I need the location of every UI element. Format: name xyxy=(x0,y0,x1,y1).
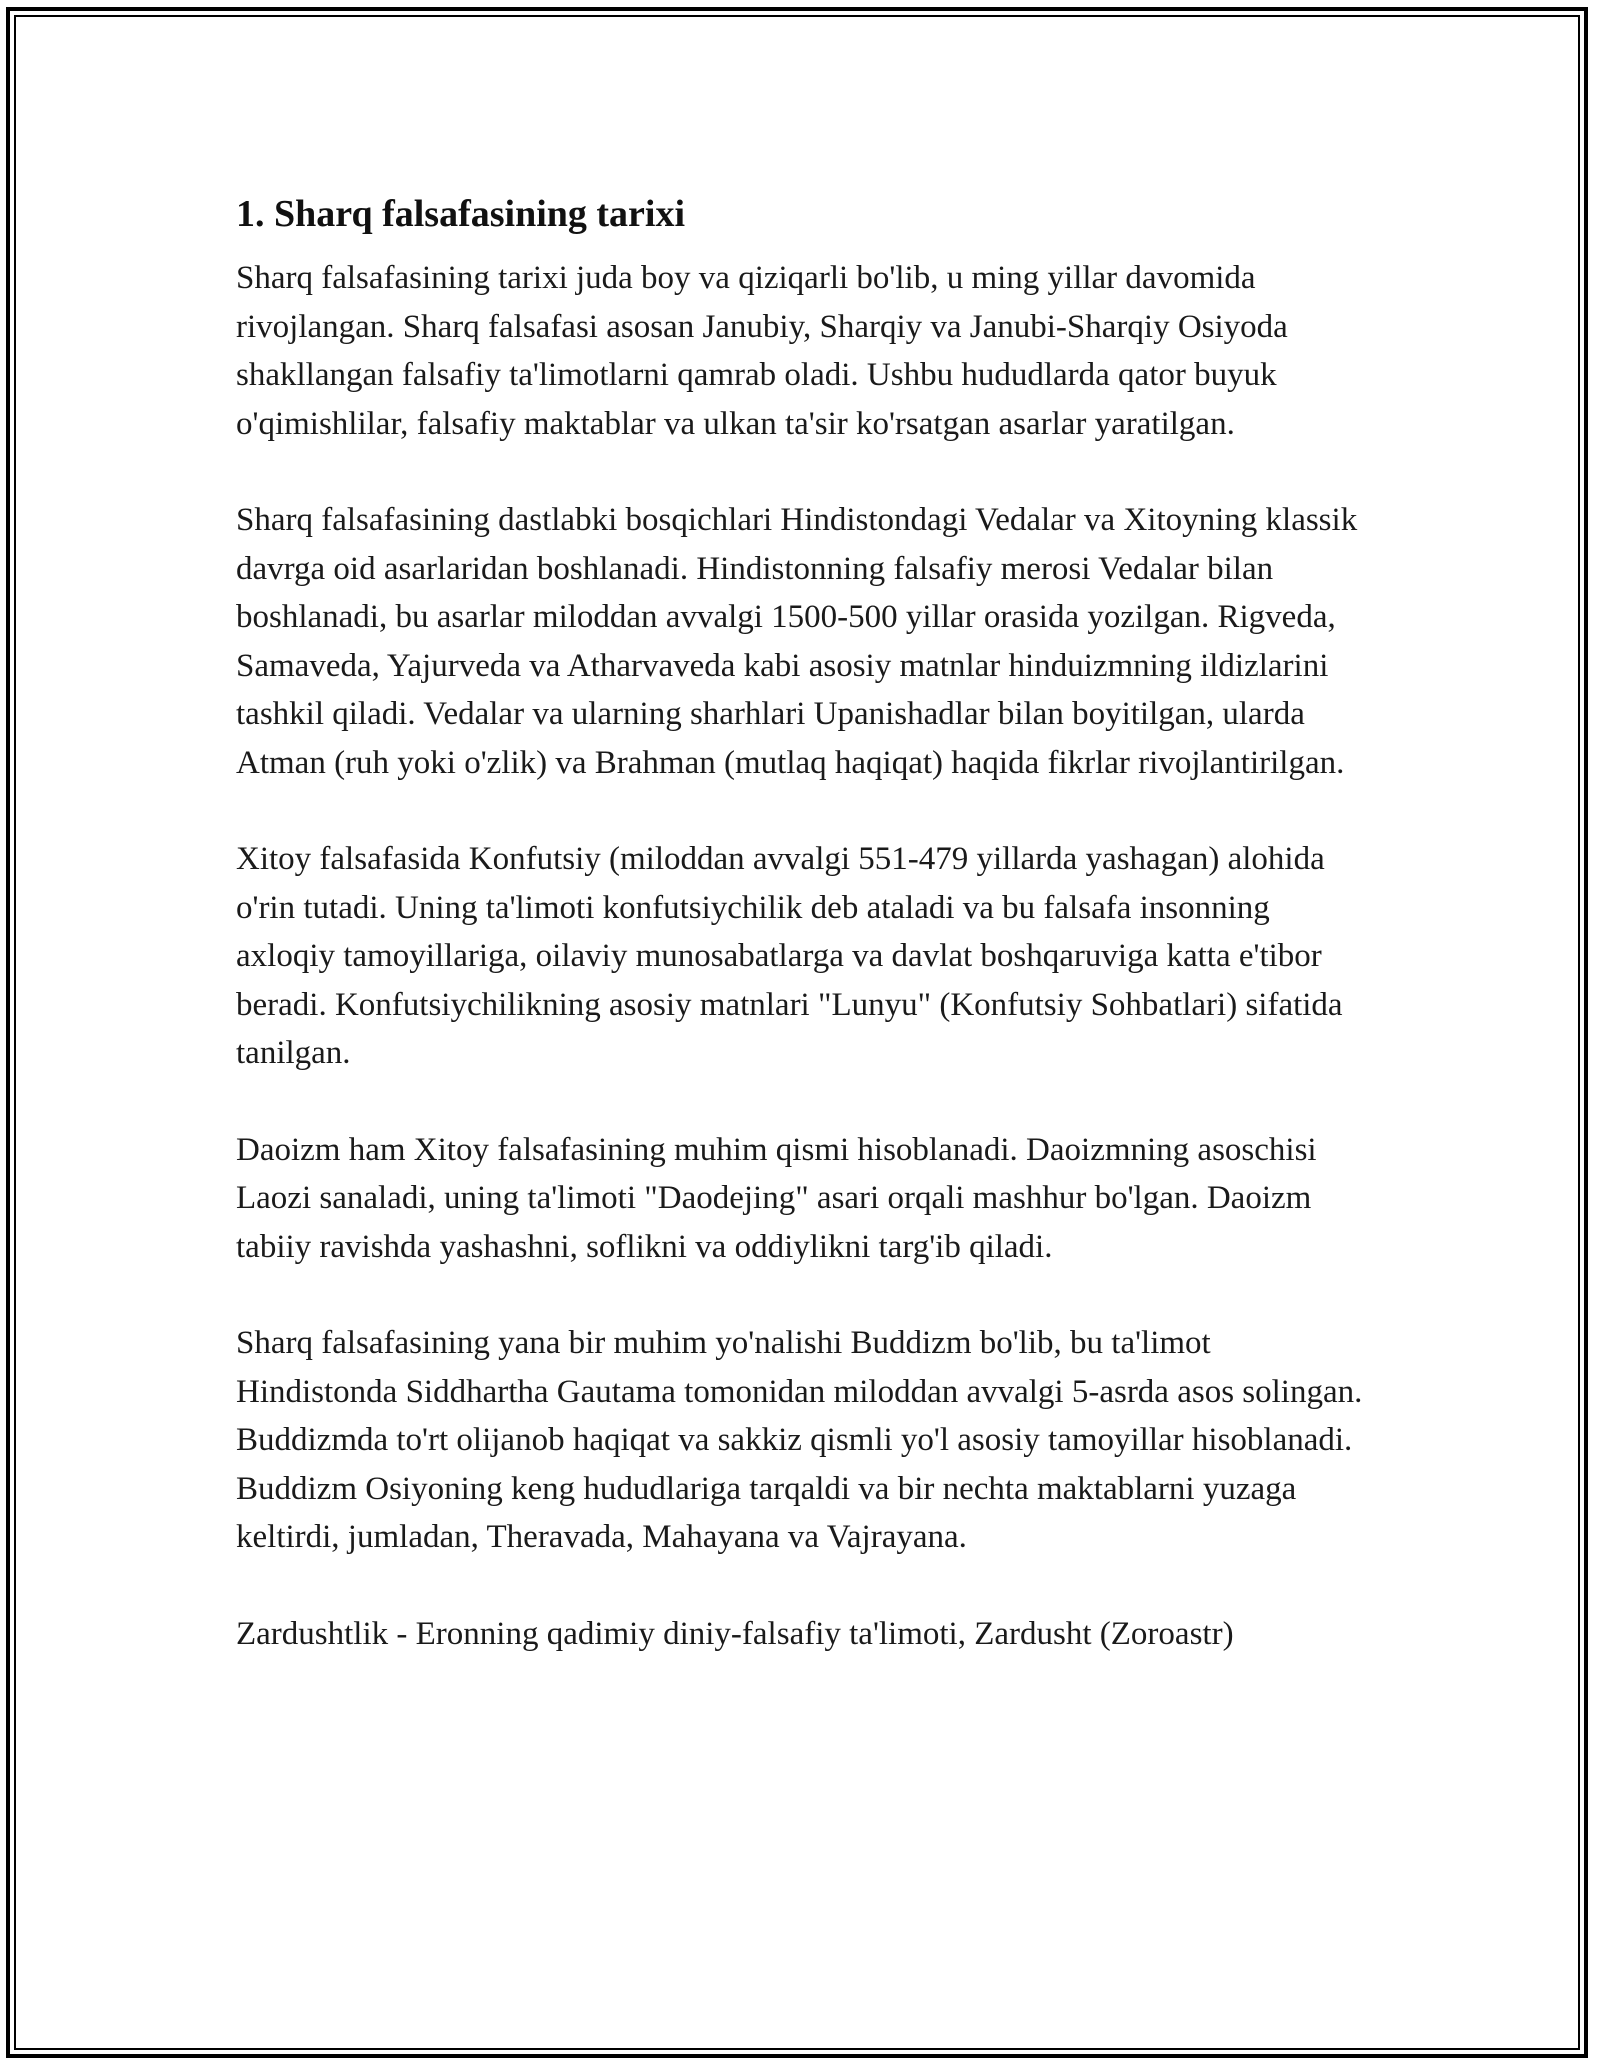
paragraph-zoroastrianism: Zardushtlik - Eronning qadimiy diniy-falsafiy ta'limoti, Zardusht (Zoroastr) xyxy=(236,1615,1234,1652)
paragraph-daoism: Daoizm ham Xitoy falsafasining muhim qismi hisoblanadi. Daoizmning asoschisi Laozi sanaladi, uning ta'limoti "Daodejing" asari orqali mashhur bo'lgan. Daoizm tabiiy ravishda yashashni, soflikni va oddiylikni targ'ib qiladi. xyxy=(236,1131,1317,1265)
paragraph-buddhism: Sharq falsafasining yana bir muhim yo'nalishi Buddizm bo'lib, bu ta'limot Hindistonda Siddhartha Gautama tomonidan miloddan avvalgi 5-asrda asos solingan. Buddizmda to'rt olijanob haqiqat va sakkiz qismli yo'l asosiy tamoyillar hisoblanadi. Buddizm Osiyoning keng hududlariga tarqaldi va bir nechta maktablarni yuzaga keltirdi, jumladan, Theravada, Mahayana va Vajrayana. xyxy=(236,1325,1363,1555)
document-body xyxy=(236,186,1366,1706)
paragraph-intro: Sharq falsafasining tarixi juda boy va qiziqarli bo'lib, u ming yillar davomida rivojlangan. Sharq falsafasi asosan Janubiy, Sharqiy va Janubi-Sharqiy Osiyoda shakllangan falsafiy ta'limotlarni qamrab oladi. Ushbu hududlarda qator buyuk o'qimishlilar, falsafiy maktablar va ulkan ta'sir ko'rsatgan asarlar yaratilgan. xyxy=(236,260,1288,442)
paragraph-confucius: Xitoy falsafasida Konfutsiy (miloddan avvalgi 551-479 yillarda yashagan) alohida o'rin tutadi. Uning ta'limoti konfutsiychilik deb ataladi va bu falsafa insonning axloqiy tamoyillariga, oilaviy munosabatlarga va davlat boshqaruviga katta e'tibor beradi. Konfutsiychilikning asosiy matnlari "Lunyu" (Konfutsiy Sohbatlari) sifatida tanilgan. xyxy=(236,841,1343,1071)
paragraph-vedas: Sharq falsafasining dastlabki bosqichlari Hindistondagi Vedalar va Xitoyning klassik davrga oid asarlaridan boshlanadi. Hindistonning falsafiy merosi Vedalar bilan boshlanadi, bu asarlar miloddan avvalgi 1500-500 yillar orasida yozilgan. Rigveda, Samaveda, Yajurveda va Atharvaveda kabi asosiy matnlar hinduizmning ildizlarini tashkil qiladi. Vedalar va ularning sharhlari Upanishadlar bilan boyitilgan, ularda Atman (ruh yoki o'zlik) va Brahman (mutlaq haqiqat) haqida fikrlar rivojlantirilgan. xyxy=(236,502,1358,781)
section-heading: 1. Sharq falsafasining tarixi xyxy=(236,193,686,235)
